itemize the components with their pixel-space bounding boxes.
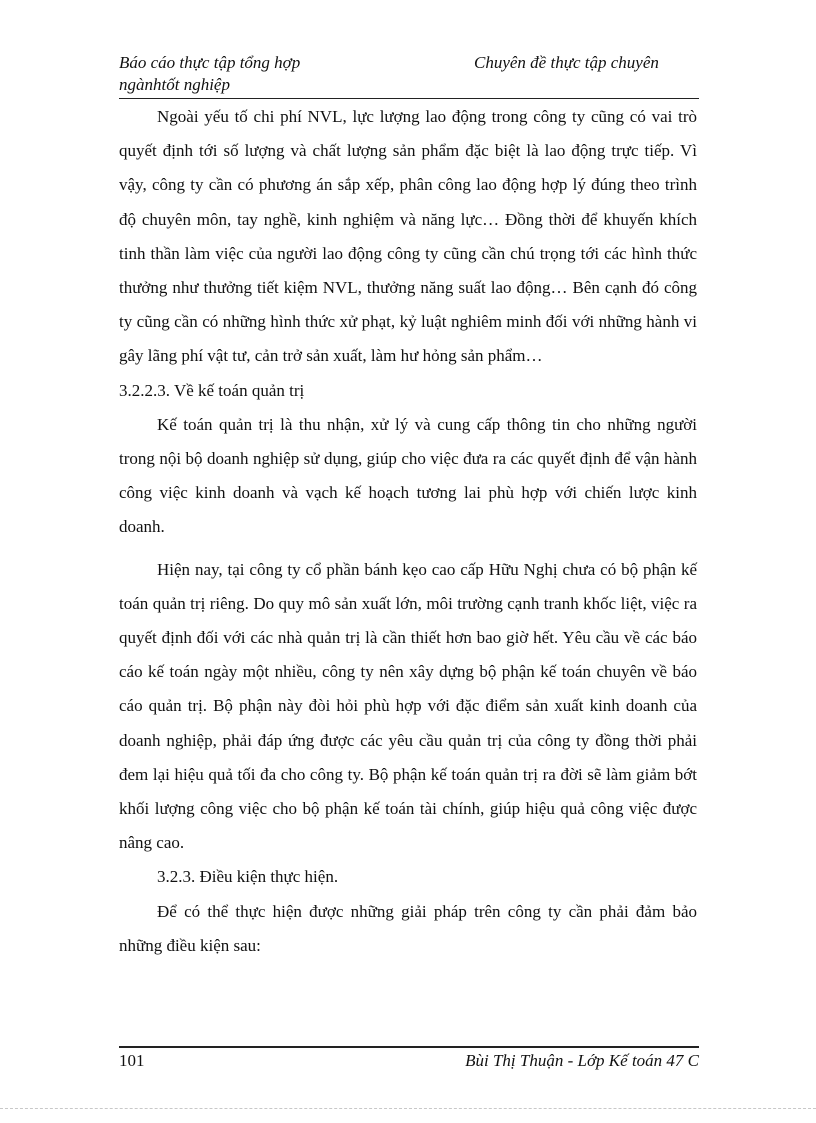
footer-author: Bùi Thị Thuận - Lớp Kế toán 47 C bbox=[465, 1051, 699, 1070]
section-heading-management-accounting: 3.2.2.3. Về kế toán quản trị bbox=[119, 380, 305, 400]
page-number: 101 bbox=[119, 1051, 145, 1070]
header-left-line1: Báo cáo thực tập tổng hợp bbox=[119, 53, 301, 72]
paragraph-management-accounting-proposal: Hiện nay, tại công ty cổ phần bánh kẹo cao cấp Hữu Nghị chưa có bộ phận kế toán quản trị riêng. Do quy mô sản xuất lớn, môi trường cạnh tranh khốc liệt, việc ra quyết định đối với các nhà quản trị là cần thiết hơn bao giờ hết. Yêu cầu về các báo cáo kế toán ngày một nhiều, công ty nên xây dựng bộ phận kế toán chuyên về báo cáo quản trị. Bộ phận này đòi hỏi phù hợp với đặc điểm sản xuất kinh doanh của doanh nghiệp, phải đáp ứng được các yêu cầu quản trị của công ty đồng thời phải đem lại hiệu quả tối đa cho công ty. Bộ phận kế toán quản trị ra đời sẽ làm giảm bớt khối lượng công việc cho bộ phận kế toán tài chính, giúp hiệu quả công việc được nâng cao. bbox=[119, 559, 697, 853]
page-bottom-edge bbox=[0, 1108, 816, 1109]
paragraph-management-accounting-definition: Kế toán quản trị là thu nhận, xử lý và cung cấp thông tin cho những người trong nội bộ doanh nghiệp sử dụng, giúp cho việc đưa ra các quyết định để vận hành công việc kinh doanh và vạch kế hoạch tương lai phù hợp với chiến lược kinh doanh. bbox=[119, 414, 697, 537]
paragraph-labor: Ngoài yếu tố chi phí NVL, lực lượng lao động trong công ty cũng có vai trò quyết định tới số lượng và chất lượng sản phẩm đặc biệt là lao động trực tiếp. Vì vậy, công ty cần có phương án sắp xếp, phân công lao động hợp lý đúng theo trình độ chuyên môn, tay nghề, kinh nghiệm và năng lực… Đồng thời để khuyến khích tinh thần làm việc của người lao động công ty cũng cần chú trọng tới các hình thức thưởng như thưởng tiết kiệm NVL, thưởng năng suất lao động… Bên cạnh đó công ty cũng cần có những hình thức xử phạt, kỷ luật nghiêm minh đối với những hành vi gây lãng phí vật tư, cản trở sản xuất, làm hư hỏng sản phẩm… bbox=[119, 107, 697, 366]
header-divider bbox=[119, 98, 699, 99]
header-topic-title: Chuyên đề thực tập chuyên bbox=[474, 53, 659, 72]
section-heading-conditions: 3.2.3. Điều kiện thực hiện. bbox=[157, 867, 339, 887]
page-footer bbox=[119, 1050, 699, 1074]
paragraph-conditions: Để có thể thực hiện được những giải pháp trên công ty cần phải đảm bảo những điều kiện sau: bbox=[119, 901, 697, 955]
page-header bbox=[119, 52, 699, 97]
header-report-title bbox=[119, 52, 379, 96]
page-body bbox=[119, 100, 697, 963]
header-left-line2: ngànhtốt nghiệp bbox=[119, 75, 230, 94]
paragraph-spacer bbox=[119, 545, 697, 553]
footer-divider bbox=[119, 1046, 699, 1048]
